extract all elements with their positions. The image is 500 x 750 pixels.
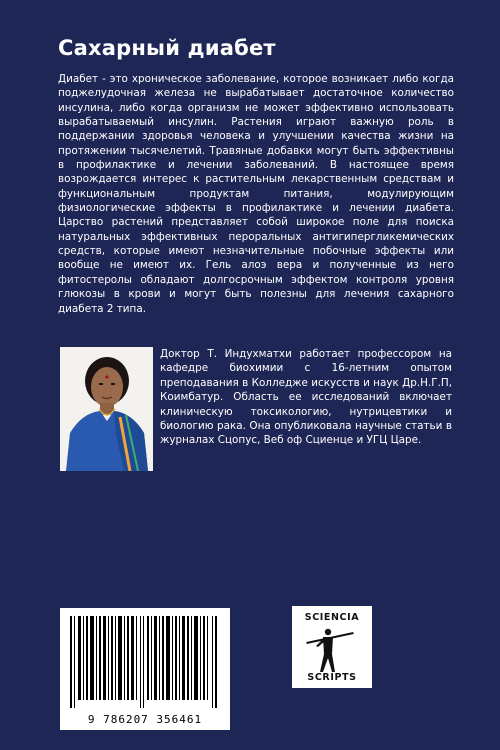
isbn-number: 9 786207 356461: [87, 713, 203, 726]
publisher-logo-bottom-text: SCRIPTS: [307, 672, 357, 683]
author-photo: [60, 347, 153, 471]
author-bio: Доктор Т. Индухматхи работает профессором на кафедре биохимии с 16-летним опытом преподавания в Колледже искусств и наук Др.Н.Г.П, Коимбатур. Область ее исследований включает клиническую токсикологию, нутрицевтики и биологию рака. Она опубликовала научные статьи в журналах Сцопус, Веб оф Сциенце и УГЦ Царе.: [160, 348, 452, 447]
publisher-logo-top-text: SCIENCIA: [304, 612, 360, 623]
book-title: Сахарный диабет: [58, 36, 276, 60]
book-abstract: Диабет - это хроническое заболевание, которое возникает либо когда поджелудочная железа не вырабатывает достаточное количество инсулина, либо когда организм не может эффективно использовать вырабатываемый инсулин. Растения играют важную роль в поддержании здоровья человека и улучшении качества жизни на протяжении тысячелетий. Травяные добавки могут быть эффективны в профилактике и лечении заболеваний. В настоящее время возрождается интерес к растительным лекарственным средствам и функциональным продуктам питания, модулирующим физиологические эффекты в профилактике и лечении диабета. Царство растений представляет собой широкое поле для поиска натуральных эффективных пероральных антигипергликемических средств, которые имеют незначительные побочные эффекты или вообще не имеют их. Гель алоэ вера и полученные из него фитостеролы обладают долгосрочным эффектом контроля уровня глюкозы в крови и могут быть полезны для лечения сахарного диабета 2 типа.: [58, 73, 454, 315]
publisher-logo: [292, 606, 372, 688]
isbn-barcode: [60, 608, 230, 730]
